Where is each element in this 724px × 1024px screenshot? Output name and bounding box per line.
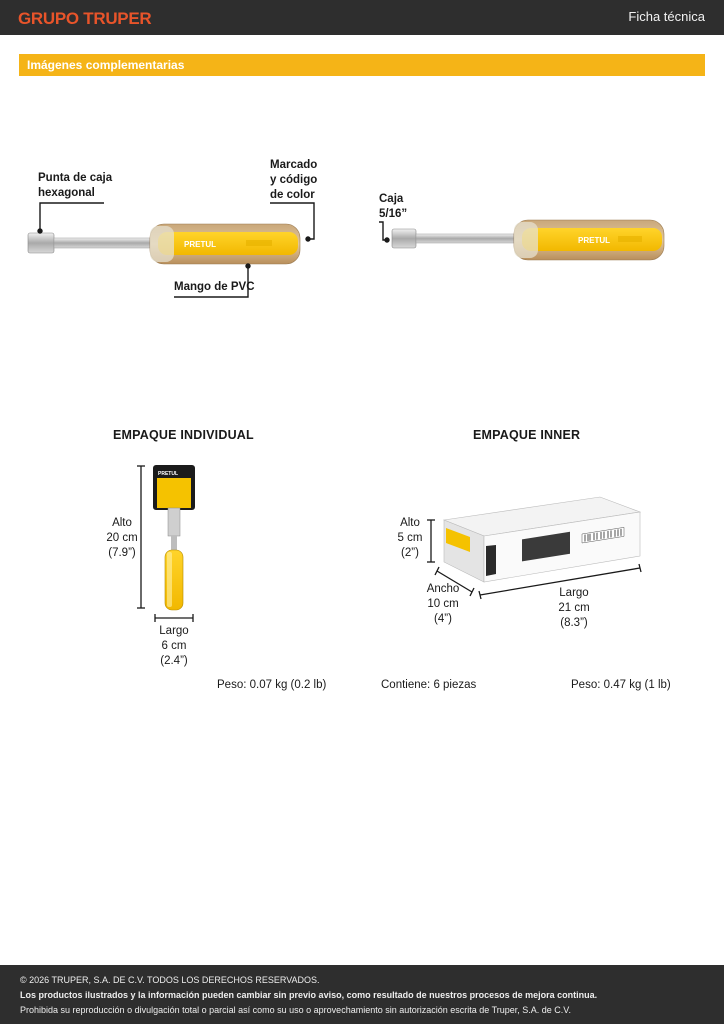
section-title: Imágenes complementarias — [27, 58, 185, 72]
individual-length — [152, 624, 196, 669]
footer-notice: Los productos ilustrados y la información pueden cambiar sin previo aviso, como resultado de nuestros procesos de mejora continua. — [20, 990, 598, 1000]
callout-tip-label — [38, 171, 112, 201]
footer — [0, 965, 724, 1024]
individual-height-label: Alto — [112, 517, 132, 529]
footer-copyright: © 2026 TRUPER, S.A. DE C.V. TODOS LOS DERECHOS RESERVADOS. — [20, 975, 320, 985]
inner-height-value: 5 cm — [397, 532, 423, 544]
inner-height — [390, 516, 430, 561]
inner-width-inches: (4”) — [434, 613, 452, 625]
callout-marking-label — [270, 158, 317, 203]
nut-driver-illustration-2 — [392, 220, 664, 260]
individual-height-inches: (7.9”) — [108, 547, 136, 559]
inner-length-value: 21 cm — [558, 602, 590, 614]
document-type: Ficha técnica — [628, 9, 705, 24]
inner-contains-value: 6 piezas — [433, 679, 477, 691]
individual-weight-label: Peso: — [217, 679, 247, 691]
inner-length-label: Largo — [559, 587, 589, 599]
individual-length-label: Largo — [159, 625, 189, 637]
inner-weight-label: Peso: — [571, 679, 601, 691]
inner-width-label: Ancho — [426, 583, 460, 595]
handle-brand-text-2: PRETUL — [578, 236, 610, 245]
brand-logo: GRUPO TRUPER — [18, 9, 152, 28]
inner-package-title: EMPAQUE INNER — [473, 428, 581, 442]
individual-height-value: 20 cm — [106, 532, 138, 544]
footer-prohibition: Prohibida su reproducción o divulgación total o parcial así como su uso o aprovechamiento sin autorización escrita de Truper, S.A. de C.V. — [20, 1005, 571, 1015]
inner-width-value: 10 cm — [427, 598, 459, 610]
callout-size-text: Caja 5/16” — [379, 193, 408, 220]
inner-contains — [381, 678, 476, 693]
inner-height-inches: (2”) — [401, 547, 419, 559]
callout-marking-text: Marcado y código de color — [270, 159, 318, 201]
individual-package-illustration — [153, 465, 195, 610]
inner-weight — [571, 678, 671, 693]
handle-brand-text: PRETUL — [184, 240, 216, 249]
nut-driver-illustration-1 — [28, 224, 300, 264]
callout-size-label — [379, 192, 407, 222]
callout-tip-text: Punta de caja hexagonal — [38, 172, 113, 199]
inner-length-inches: (8.3”) — [560, 617, 588, 629]
callout-handle-label: Mango de PVC — [174, 281, 255, 293]
inner-height-label: Alto — [400, 517, 420, 529]
inner-contains-label: Contiene: — [381, 679, 431, 691]
inner-weight-value: 0.47 kg (1 lb) — [603, 679, 671, 691]
individual-package-title: EMPAQUE INDIVIDUAL — [113, 428, 254, 442]
inner-length — [552, 586, 596, 631]
individual-height — [100, 516, 144, 561]
individual-weight-value: 0.07 kg (0.2 lb) — [249, 679, 327, 691]
individual-weight — [217, 678, 326, 693]
inner-width — [420, 582, 466, 627]
individual-length-value: 6 cm — [161, 640, 187, 652]
inner-box-illustration — [444, 497, 640, 582]
svg-text:PRETUL: PRETUL — [158, 471, 178, 477]
individual-length-inches: (2.4”) — [160, 655, 188, 667]
